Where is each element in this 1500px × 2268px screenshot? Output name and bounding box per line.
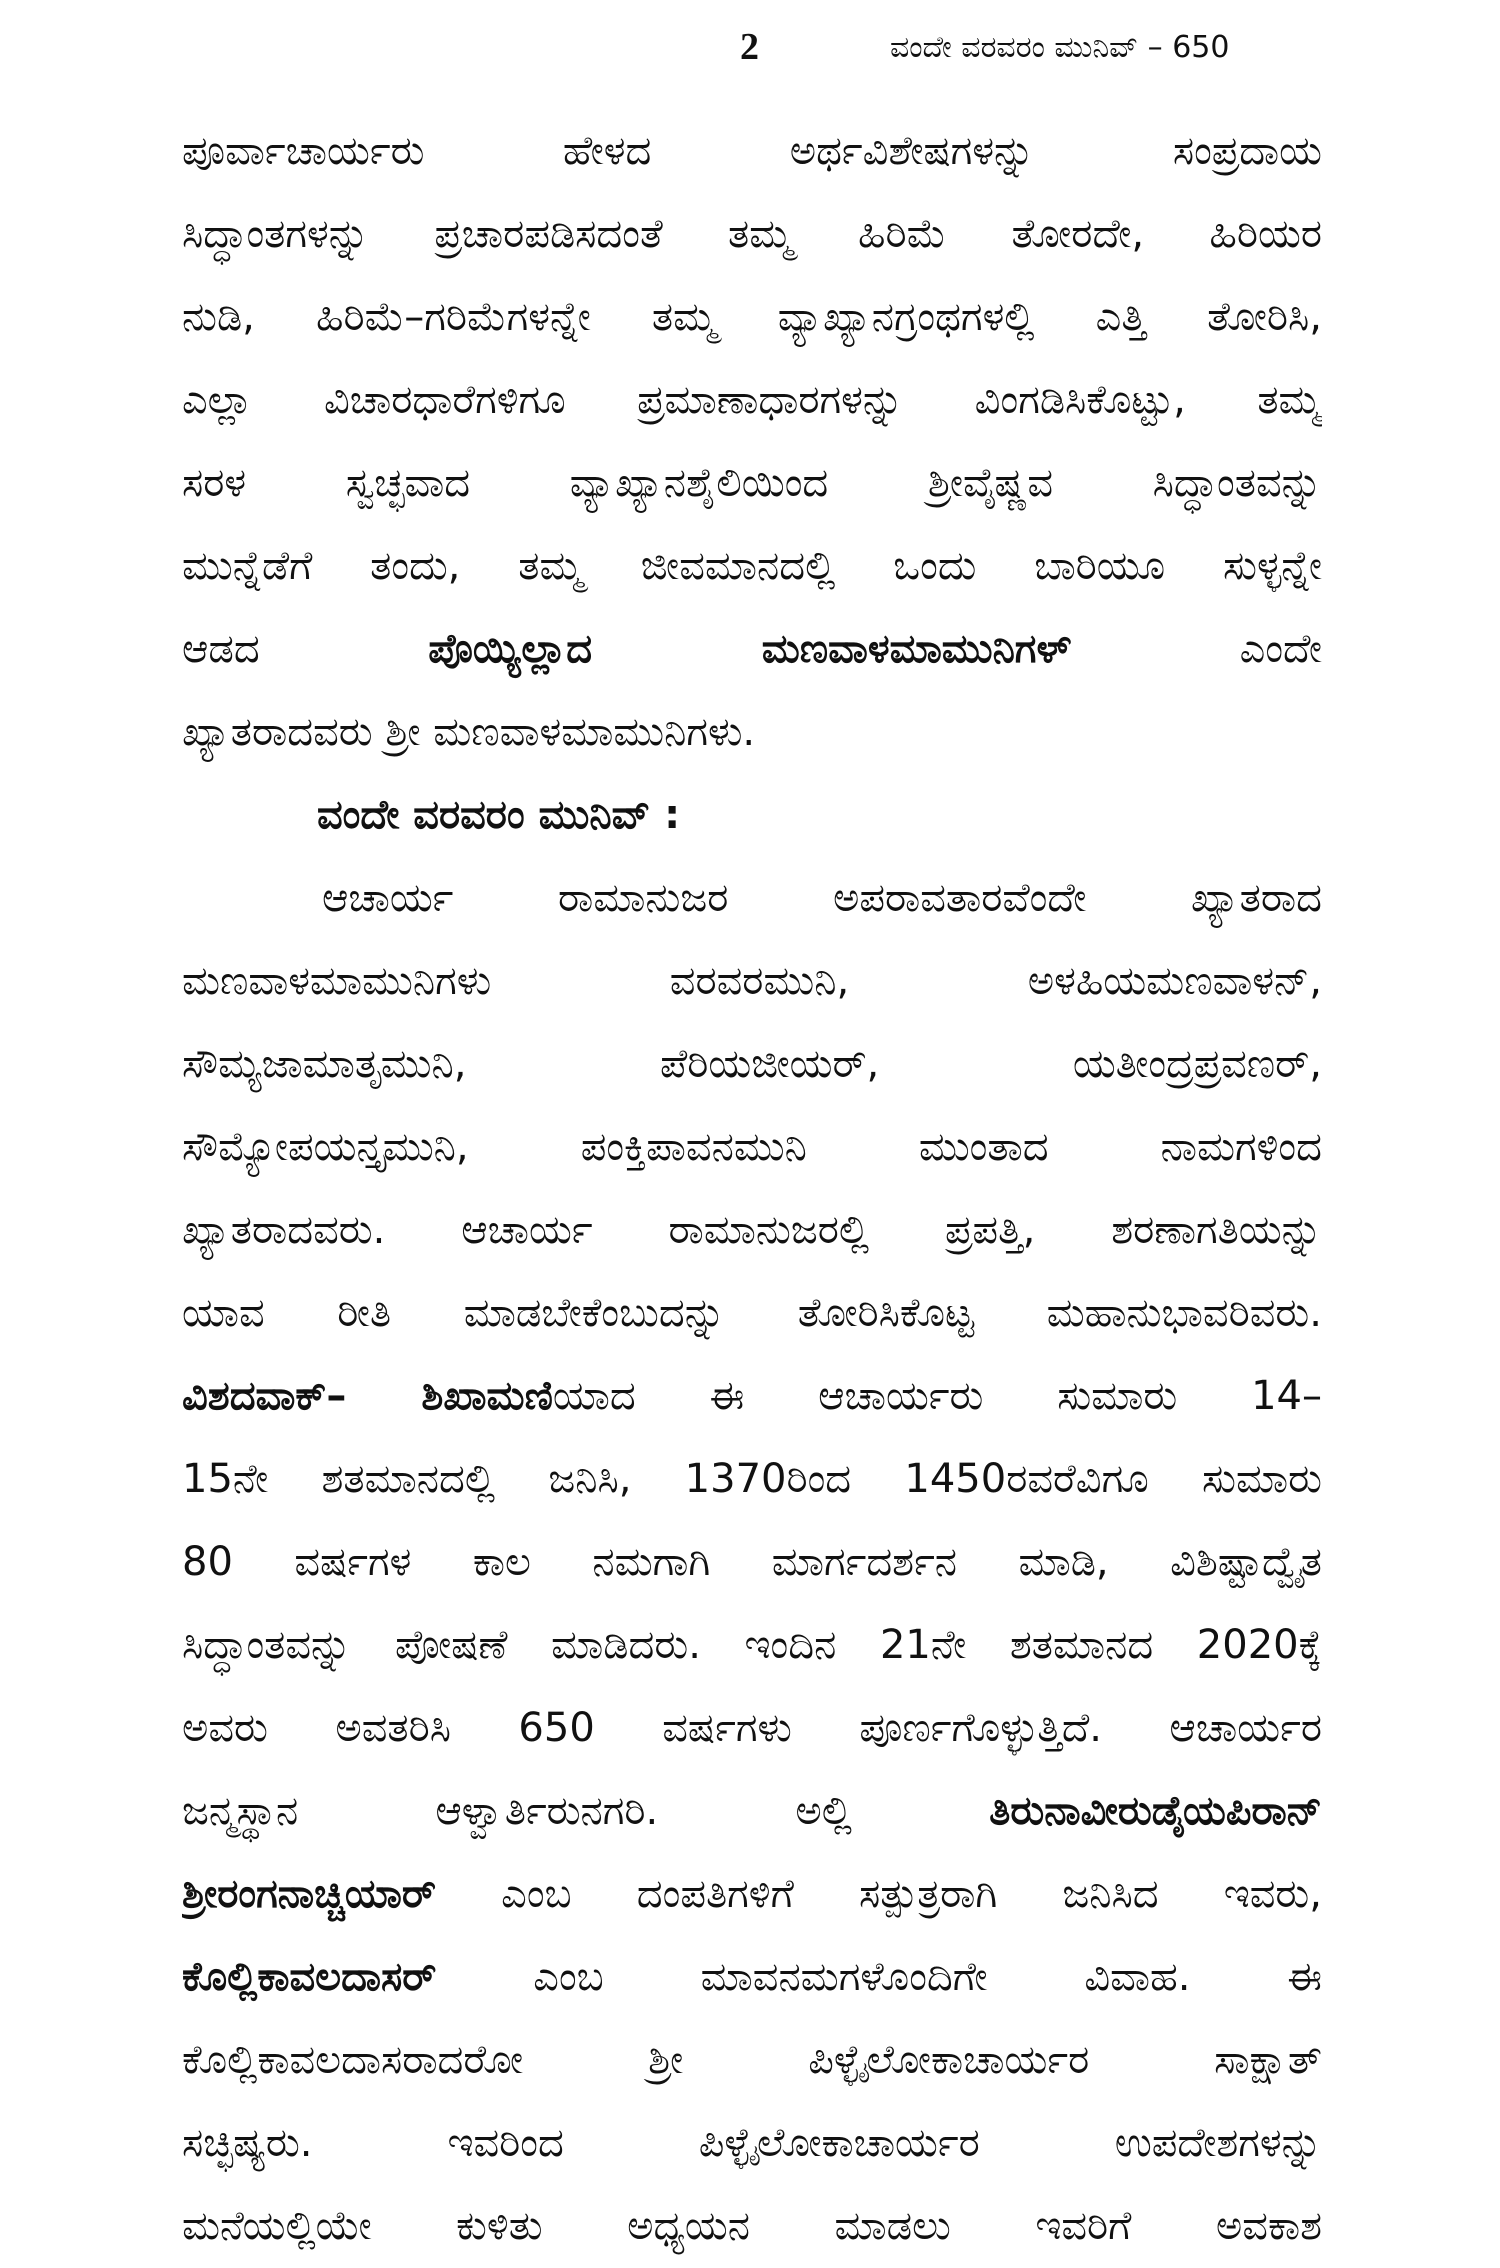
body-text [182,110,1322,2268]
paragraph-2-line: ಕೊಲ್ಲಿಕಾವಲದಾಸರಾದರೋ ಶ್ರೀ ಪಿಳ್ಳೈಲೋಕಾಚಾರ್ಯರ ಸಾಕ್ಷಾತ್ [182,2037,1322,2083]
paragraph-1-line: ನುಡಿ, ಹಿರಿಮೆ–ಗರಿಮೆಗಳನ್ನೇ ತಮ್ಮ ವ್ಯಾಖ್ಯಾನಗ್ರಂಥಗಳಲ್ಲಿ ಎತ್ತಿ ತೋರಿಸಿ, [182,294,1322,340]
line-text: ಎಂದೇ [1239,626,1322,672]
bold-term: ಕೊಲ್ಲಿಕಾವಲದಾಸರ್ [182,1954,437,2000]
paragraph-2-line: ಸೌಮ್ಯಜಾಮಾತೃಮುನಿ, ಪೆರಿಯಜೀಯರ್, ಯತೀಂದ್ರಪ್ರವಣರ್, [182,1041,1322,1087]
paragraph-1-line: ಪೂರ್ವಾಚಾರ್ಯರು ಹೇಳದ ಅರ್ಥವಿಶೇಷಗಳನ್ನು ಸಂಪ್ರದಾಯ [182,128,1322,174]
paragraph-2-line: 15ನೇ ಶತಮಾನದಲ್ಲಿ ಜನಿಸಿ, 1370ರಿಂದ 1450ರವರೆವಿಗೂ ಸುಮಾರು [182,1456,1322,1502]
line-text: ಎಂಬ ಮಾವನಮಗಳೊಂದಿಗೇ ವಿವಾಹ. ಈ [533,1954,1322,2000]
paragraph-2-line: ಅವರು ಅವತರಿಸಿ 650 ವರ್ಷಗಳು ಪೂರ್ಣಗೊಳ್ಳುತ್ತಿದೆ. ಆಚಾರ್ಯರ [182,1705,1322,1751]
paragraph-2-line [182,1936,1322,2019]
line-text: ಎಂಬ ದಂಪತಿಗಳಿಗೆ ಸತ್ಪುತ್ರರಾಗಿ ಜನಿಸಿದ ಇವರು, [501,1871,1322,1917]
paragraph-2-line: ಸಚ್ಛಿಷ್ಯರು. ಇವರಿಂದ ಪಿಳ್ಳೈಲೋಕಾಚಾರ್ಯರ ಉಪದೇಶಗಳನ್ನು [182,2120,1322,2166]
bold-term: ಪೊಯ್ಯಿಲ್ಲಾದ ಮಣವಾಳಮಾಮುನಿಗಳ್ [428,626,1072,672]
page-number: 2 [740,26,759,68]
bold-term: ವಿಶದವಾಕ್– ಶಿಖಾಮಣಿ [182,1373,553,1419]
line-text: ಆಡದ [182,626,260,672]
paragraph-2-line: ಆಚಾರ್ಯ ರಾಮಾನುಜರ ಅಪರಾವತಾರವೆಂದೇ ಖ್ಯಾತರಾದ [322,875,1322,921]
paragraph-2-line: ಯಾವ ರೀತಿ ಮಾಡಬೇಕೆಂಬುದನ್ನು ತೋರಿಸಿಕೊಟ್ಟ ಮಹಾನುಭಾವರಿವರು. [182,1290,1322,1336]
paragraph-1-line: ಎಲ್ಲಾ ವಿಚಾರಧಾರೆಗಳಿಗೂ ಪ್ರಮಾಣಾಧಾರಗಳನ್ನು ವಿಂಗಡಿಸಿಕೊಟ್ಟು, ತಮ್ಮ [182,377,1322,423]
paragraph-1-line: ಖ್ಯಾತರಾದವರು ಶ್ರೀ ಮಣವಾಳಮಾಮುನಿಗಳು. [182,709,756,755]
paragraph-2-line [182,1770,1322,1853]
paragraph-2-line [182,1853,1322,1936]
paragraph-1-line: ಮುನ್ನೆಡೆಗೆ ತಂದು, ತಮ್ಮ ಜೀವಮಾನದಲ್ಲಿ ಒಂದು ಬಾರಿಯೂ ಸುಳ್ಳನ್ನೇ [182,543,1322,589]
paragraph-2-line: ಸಿದ್ಧಾಂತವನ್ನು ಪೋಷಣೆ ಮಾಡಿದರು. ಇಂದಿನ 21ನೇ ಶತಮಾನದ 2020ಕ್ಕೆ [182,1622,1322,1668]
paragraph-2-line: ಮಣವಾಳಮಾಮುನಿಗಳು ವರವರಮುನಿ, ಅಳಹಿಯಮಣವಾಳನ್, [182,958,1322,1004]
section-heading: ವಂದೇ ವರವರಂ ಮುನಿವ್ : [317,792,681,838]
paragraph-2-line: ಮನೆಯಲ್ಲಿಯೇ ಕುಳಿತು ಅಧ್ಯಯನ ಮಾಡಲು ಇವರಿಗೆ ಅವಕಾಶ [182,2203,1322,2249]
paragraph-2-line [182,1355,1322,1438]
line-text: ಜನ್ಮಸ್ಥಾನ ಆಳ್ವಾರ್ತಿರುನಗರಿ. ಅಲ್ಲಿ [182,1788,852,1834]
bold-term: ಶ್ರೀರಂಗನಾಚ್ಚಿಯಾರ್ [182,1871,436,1917]
page-header [740,22,1340,72]
paragraph-1-line [182,608,1322,691]
paragraph-2-line: 80 ವರ್ಷಗಳ ಕಾಲ ನಮಗಾಗಿ ಮಾರ್ಗದರ್ಶನ ಮಾಡಿ, ವಿಶಿಷ್ಟಾದ್ವೈತ [182,1539,1322,1585]
paragraph-2-line: ಖ್ಯಾತರಾದವರು. ಆಚಾರ್ಯ ರಾಮಾನುಜರಲ್ಲಿ ಪ್ರಪತ್ತಿ, ಶರಣಾಗತಿಯನ್ನು [182,1207,1322,1253]
bold-term: ತಿರುನಾವೀರುಡೈಯಪಿರಾನ್ [989,1788,1322,1834]
running-title: ವಂದೇ ವರವರಂ ಮುನಿವ್ – 650 [890,29,1230,65]
paragraph-1-line: ಸಿದ್ಧಾಂತಗಳನ್ನು ಪ್ರಚಾರಪಡಿಸದಂತೆ ತಮ್ಮ ಹಿರಿಮೆ ತೋರದೇ, ಹಿರಿಯರ [182,211,1322,257]
paragraph-1-line: ಸರಳ ಸ್ವಚ್ಛವಾದ ವ್ಯಾಖ್ಯಾನಶೈಲಿಯಿಂದ ಶ್ರೀವೈಷ್ಣವ ಸಿದ್ಧಾಂತವನ್ನು [182,460,1322,506]
line-text: ಯಾದ ಈ ಆಚಾರ್ಯರು ಸುಮಾರು 14– [552,1373,1322,1419]
paragraph-2-line: ಸೌಮ್ಯೋಪಯನ್ತೃಮುನಿ, ಪಂಕ್ತಿಪಾವನಮುನಿ ಮುಂತಾದ ನಾಮಗಳಿಂದ [182,1124,1322,1170]
